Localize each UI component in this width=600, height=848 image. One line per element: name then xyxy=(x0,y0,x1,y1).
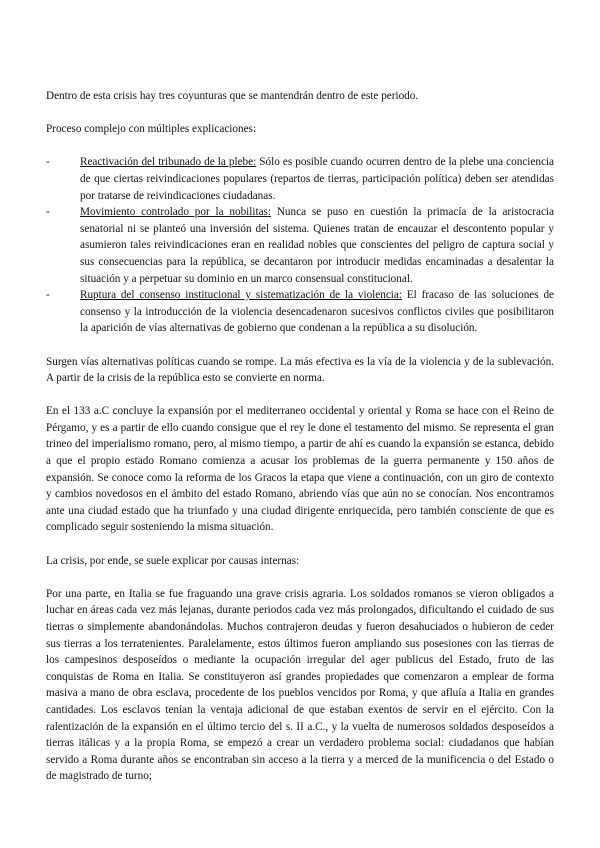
list-item-text: Nunca se puso en cuestión la primacía de la aristocracia senatorial ni se planteó una inversión del sistema. Quienes tratan de encauzar el descontento popular y asumieron tales reivindicaciones eran en realidad nobles que conscientes del peligro de captura social y sus consecuencias para la república, se decantaron por introducir medidas encaminadas a desalentar la situación y a perpetuar su dominio en un marco consensual constitucional. xyxy=(80,206,554,285)
list-dash: - xyxy=(46,156,50,169)
list-dash: - xyxy=(46,206,50,219)
list-item-heading: Reactivación del tribunado de la plebe: xyxy=(80,156,257,169)
expansion-paragraph: En el 133 a.C concluye la expansión por el mediterraneo occidental y oriental y Roma se hace con el Reino de Pérgamo, y es a partir de ello cuando consigue que el rey le done el testamento del mismo. Se representa el gran trineo del imperialismo romano, pero, al mismo tiempo, a partir de ahí es cuando la expansión se estanca, debido a que el propio estado Romano comienza a acusar los problemas de la guerra permanente y 150 años de expansión. Se conoce como la reforma de los Gracos la etapa que viene a continuación, con un giro de contexto y cambios novedosos en el ámbito del estado Romano, abriendo vías que aún no se conocían. Nos encontramos ante una ciudad estado que ha triunfado y una ciudad dirigente enriquecida, pero también consciente de que es complicado seguir sosteniendo la misma situación. xyxy=(46,405,554,534)
list-item xyxy=(46,287,554,337)
crisis-paragraph: La crisis, por ende, se suele explicar por causas internas: xyxy=(46,554,300,567)
proceso-paragraph: Proceso complejo con múltiples explicaciones: xyxy=(46,123,257,136)
list-item xyxy=(46,154,554,204)
list-item-text: Sólo es posible cuando ocurren dentro de la plebe una conciencia de que ciertas reivindicaciones populares (repartos de tierras, participación política) deben ser atendidas por tratarse de reivindicaciones ciudadanas. xyxy=(80,156,554,202)
list-item xyxy=(46,204,554,287)
intro-paragraph: Dentro de esta crisis hay tres coyunturas que se mantendrán dentro de este periodo. xyxy=(46,90,419,102)
surgen-paragraph: Surgen vías alternativas políticas cuando se rompe. La más efectiva es la vía de la violencia y de la sublevación. A partir de la crisis de la república esto se convierte en norma. xyxy=(46,355,554,385)
list-item-text: El fracaso de las soluciones de consenso y la introducción de la violencia desencadenaron sucesivos conflictos civiles que posibilitaron la aparición de vías alternativas de gobierno que condenan a la república a su disolución. xyxy=(80,289,555,335)
document-page xyxy=(46,88,554,785)
italia-paragraph: Por una parte, en Italia se fue fraguando una grave crisis agraria. Los soldados romanos se vieron obligados a luchar en áreas cada vez más lejanas, durante periodos cada vez más prolongados, dificultando el cuidado de sus tierras o simplemente abandonándolas. Muchos contrajeron deudas y fueron desahuciados o hubieron de ceder sus tierras a los terratenientes. Paralelamente, estos últimos fueron ampliando sus posesiones con las tierras de los campesinos desposeídos o mediante la ocupación irregular del ager publicus del Estado, fruto de las conquistas de Roma en Italia. Se constituyeron así grandes propiedades que comenzaron a emplear de forma masiva a mano de obra esclava, procedente de los pueblos vencidos por Roma, y que afluía a Italia en grandes cantidades. Los esclavos tenían la ventaja adicional de que estaban exentos de servir en el ejército. Con la ralentización de la expansión en el último tercio del s. II a.C., y la vuelta de numerosos soldados desposeídos a tierras itálicas y a la propia Roma, se empezó a crear un verdadero problema social: ciudadanos que habían servido a Roma durante años se encontraban sin acceso a la tierra y a merced de la munificencia o del Estado o de magistrado de turno; xyxy=(46,587,554,783)
list-item-heading: Movimiento controlado por la nobilitas: xyxy=(80,206,272,219)
list-dash: - xyxy=(46,289,50,302)
list-item-heading: Ruptura del consenso institucional y sistematización de la violencia: xyxy=(80,289,402,302)
